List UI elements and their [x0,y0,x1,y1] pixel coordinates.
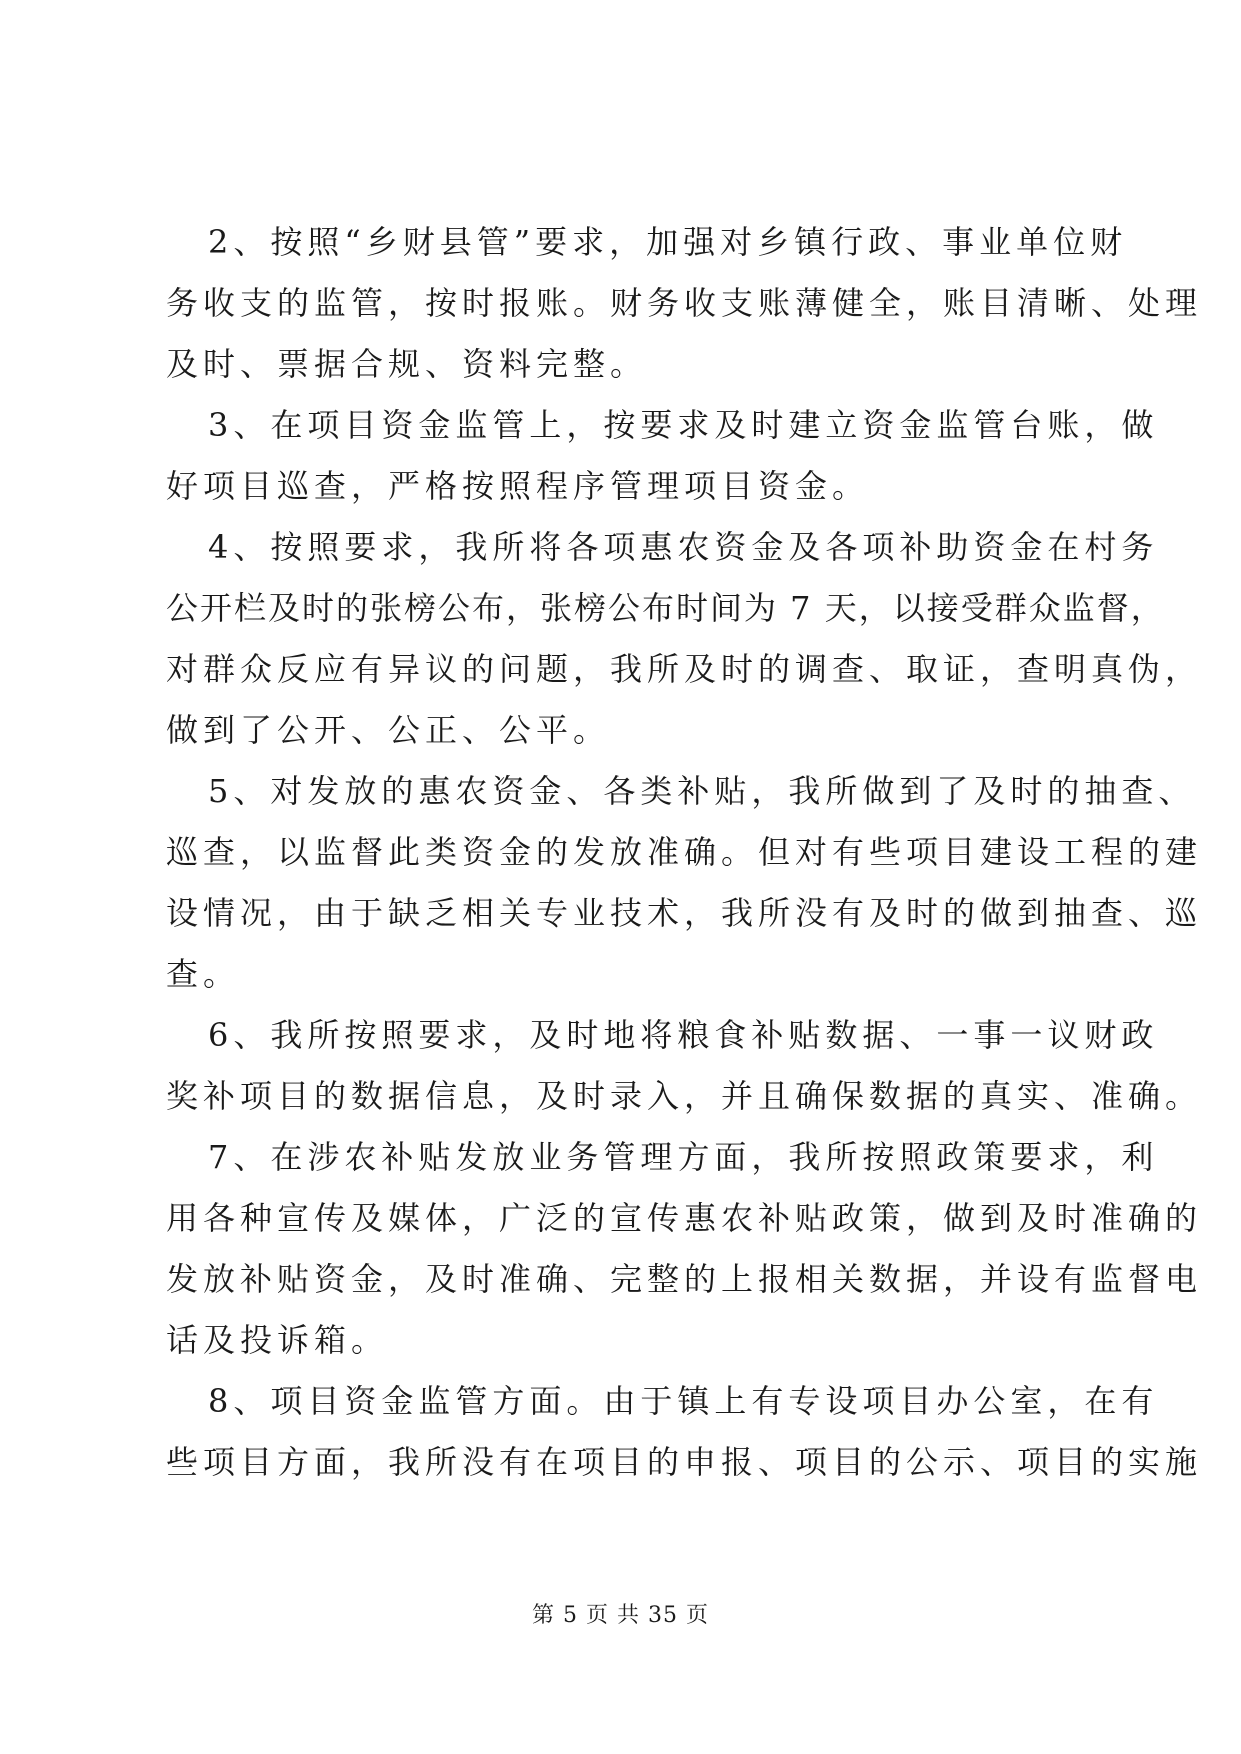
paragraph-4-line-2: 公开栏及时的张榜公布，张榜公布时间为 7 天，以接受群众监督， [166,589,1165,627]
paragraph-4-line-3: 对群众反应有异议的问题，我所及时的调查、取证，查明真伪， [166,650,1203,688]
paragraph-5-line-3: 设情况，由于缺乏相关专业技术，我所没有及时的做到抽查、巡 [166,894,1203,932]
paragraph-4-line-1: 4、按照要求，我所将各项惠农资金及各项补助资金在村务 [208,528,1159,566]
paragraph-2-line-2: 务收支的监管，按时报账。财务收支账薄健全，账目清晰、处理 [166,284,1203,322]
paragraph-2-line-1: 2、按照“乡财县管”要求，加强对乡镇行政、事业单位财 [208,223,1128,261]
paragraph-7-line-4: 话及投诉箱。 [166,1321,389,1359]
paragraph-8-line-1: 8、项目资金监管方面。由于镇上有专设项目办公室，在有 [208,1382,1159,1420]
page-footer: 第 5 页 共 35 页 [532,1603,709,1628]
paragraph-7-line-2: 用各种宣传及媒体，广泛的宣传惠农补贴政策，做到及时准确的 [166,1199,1203,1237]
paragraph-5-line-4: 查。 [166,955,241,993]
paragraph-3-line-1: 3、在项目资金监管上，按要求及时建立资金监管台账，做 [208,406,1159,444]
paragraph-6-line-1: 6、我所按照要求，及时地将粮食补贴数据、一事一议财政 [208,1016,1159,1054]
paragraph-7-line-3: 发放补贴资金，及时准确、完整的上报相关数据，并设有监督电 [166,1260,1203,1298]
paragraph-3-line-2: 好项目巡查，严格按照程序管理项目资金。 [166,467,870,505]
paragraph-5-line-2: 巡查，以监督此类资金的发放准确。但对有些项目建设工程的建 [166,833,1203,871]
paragraph-6-line-2: 奖补项目的数据信息，及时录入，并且确保数据的真实、准确。 [166,1077,1203,1115]
paragraph-7-line-1: 7、在涉农补贴发放业务管理方面，我所按照政策要求，利 [208,1138,1159,1176]
paragraph-8-line-2: 些项目方面，我所没有在项目的申报、项目的公示、项目的实施 [166,1443,1203,1481]
paragraph-2-line-3: 及时、票据合规、资料完整。 [166,345,648,383]
paragraph-4-line-4: 做到了公开、公正、公平。 [166,711,611,749]
paragraph-5-line-1: 5、对发放的惠农资金、各类补贴，我所做到了及时的抽查、 [208,772,1196,810]
